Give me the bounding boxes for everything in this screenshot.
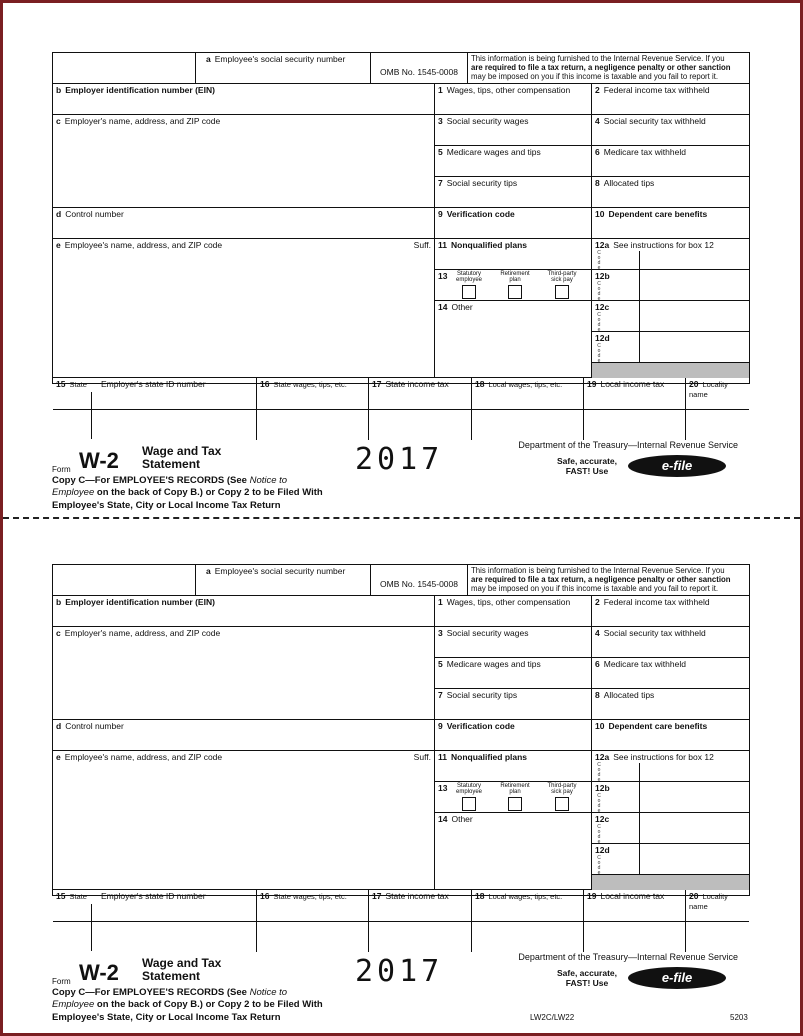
box-3-ss-wages[interactable]: 3 Social security wages: [435, 115, 592, 146]
box-b-ein[interactable]: b Employer identification number (EIN): [53, 84, 435, 115]
form-statement-title: Wage and Tax Statement: [142, 956, 222, 984]
box-12c[interactable]: 12c C o d e: [592, 301, 749, 332]
code-label: C o d e: [597, 281, 601, 301]
box-15-state[interactable]: 15 State Employer's state ID number: [53, 378, 257, 410]
box-9-verification-code[interactable]: 9 Verification code: [435, 720, 592, 751]
box-4-ss-tax[interactable]: 4 Social security tax withheld: [592, 115, 749, 146]
shaded-area: [592, 363, 749, 378]
state-row-2-col-17[interactable]: [369, 410, 472, 440]
box-16-state-wages[interactable]: 16 State wages, tips, etc.: [257, 890, 369, 922]
retirement-plan-checkbox[interactable]: [508, 797, 522, 811]
box-19-local-income-tax[interactable]: 19 Local income tax: [584, 890, 686, 922]
box-12b[interactable]: 12b C o d e: [592, 782, 749, 813]
box-a-employee-ssn[interactable]: a Employee's social security number: [196, 53, 371, 84]
box-18-local-wages[interactable]: 18 Local wages, tips, etc.: [472, 378, 584, 410]
retirement-plan-checkbox[interactable]: [508, 285, 522, 299]
copy-c-instructions: Copy C—For EMPLOYEE'S RECORDS (See Notice to Employee on the back of Copy B.) or Copy 2 to be Filed With Employee's State, City or Local Income Tax Return: [52, 475, 323, 511]
box-2-federal-tax[interactable]: 2 Federal income tax withheld: [592, 596, 749, 627]
omb-number: OMB No. 1545-0008: [371, 53, 468, 84]
form-w2-title: W-2: [79, 448, 119, 473]
suffix-label: Suff.: [413, 240, 431, 250]
code-label: C o d e: [597, 855, 601, 875]
box-8-allocated-tips[interactable]: 8 Allocated tips: [592, 177, 749, 208]
box-12-divider: [639, 763, 640, 875]
box-11-nonqualified-plans[interactable]: 11 Nonqualified plans: [435, 751, 592, 782]
blank-cell: [53, 565, 196, 596]
form-footer-copy-1: Form W-2 Wage and Tax Statement 2017 Department of the Treasury—Internal Revenue Service Safe, accurate, FAST! Use e-file Copy C—For EMPLOYEE'S RECORDS (See Notice to Employee on the back of Copy B.) or Copy 2 to be Filed With Employee's State, City or Local Income Tax Return: [52, 440, 738, 511]
box-7-ss-tips[interactable]: 7 Social security tips: [435, 177, 592, 208]
box-15-state[interactable]: 15 State Employer's state ID number: [53, 890, 257, 922]
code-label: C o d e: [597, 250, 601, 270]
box-14-other[interactable]: 14 Other: [435, 301, 592, 378]
safe-accurate-text: Safe, accurate, FAST! Use: [557, 968, 618, 988]
box-5-medicare-wages[interactable]: 5 Medicare wages and tips: [435, 658, 592, 689]
copy-c-instructions: Copy C—For EMPLOYEE'S RECORDS (See Notice to Employee on the back of Copy B.) or Copy 2 to be Filed With Employee's State, City or Local Income Tax Return: [52, 987, 323, 1023]
box-17-state-income-tax[interactable]: 17 State income tax: [369, 378, 472, 410]
irs-notice: This information is being furnished to the Internal Revenue Service. If you are required to file a tax return, a negligence penalty or other sanction may be imposed on you if this income is taxable and you fail to report it.: [468, 565, 749, 596]
page-number: 5203: [730, 1013, 748, 1022]
box-19-local-income-tax[interactable]: 19 Local income tax: [584, 378, 686, 410]
box-18-local-wages[interactable]: 18 Local wages, tips, etc.: [472, 890, 584, 922]
box-c-employer-name-address[interactable]: c Employer's name, address, and ZIP code: [53, 627, 435, 720]
state-row-2-col-19[interactable]: [584, 410, 686, 440]
box-c-employer-name-address[interactable]: c Employer's name, address, and ZIP code: [53, 115, 435, 208]
box-12c[interactable]: 12c C o d e: [592, 813, 749, 844]
treasury-department: Department of the Treasury—Internal Revenue Service: [518, 952, 738, 962]
tax-year: 2017: [355, 442, 444, 477]
box-6-medicare-tax[interactable]: 6 Medicare tax withheld: [592, 146, 749, 177]
box-8-allocated-tips[interactable]: 8 Allocated tips: [592, 689, 749, 720]
box-12a[interactable]: 12a See instructions for box 12 C o d e: [592, 239, 749, 270]
box-17-state-income-tax[interactable]: 17 State income tax: [369, 890, 472, 922]
box-e-employee-name-address[interactable]: e Employee's name, address, and ZIP code Suff.: [53, 239, 435, 378]
box-1-wages[interactable]: 1 Wages, tips, other compensation: [435, 84, 592, 115]
box-16-state-wages[interactable]: 16 State wages, tips, etc.: [257, 378, 369, 410]
state-row-2-col-20[interactable]: [686, 922, 749, 952]
perforation-line: [3, 517, 800, 519]
state-row-2-col-20[interactable]: [686, 410, 749, 440]
code-label: C o d e: [597, 312, 601, 332]
box-13-checkboxes: 13 Statutory employee Retirement plan Third-party sick pay: [435, 270, 592, 301]
omb-number: OMB No. 1545-0008: [371, 565, 468, 596]
box-12a[interactable]: 12a See instructions for box 12 C o d e: [592, 751, 749, 782]
box-12d[interactable]: 12d C o d e: [592, 332, 749, 363]
box-d-control-number[interactable]: d Control number: [53, 720, 435, 751]
box-12d[interactable]: 12d C o d e: [592, 844, 749, 875]
form-w2-title: W-2: [79, 960, 119, 985]
box-b-ein[interactable]: b Employer identification number (EIN): [53, 596, 435, 627]
box-12-divider: [639, 251, 640, 363]
state-row-2-col-16[interactable]: [257, 922, 369, 952]
third-party-sick-pay-checkbox[interactable]: [555, 797, 569, 811]
box-2-federal-tax[interactable]: 2 Federal income tax withheld: [592, 84, 749, 115]
statutory-employee-checkbox[interactable]: [462, 285, 476, 299]
third-party-sick-pay-checkbox[interactable]: [555, 285, 569, 299]
treasury-department: Department of the Treasury—Internal Revenue Service: [518, 440, 738, 450]
box-10-dependent-care[interactable]: 10 Dependent care benefits: [592, 720, 749, 751]
box-e-employee-name-address[interactable]: e Employee's name, address, and ZIP code Suff.: [53, 751, 435, 890]
box-12b[interactable]: 12b C o d e: [592, 270, 749, 301]
w2-form-copy-2: [52, 564, 750, 911]
form-footer-copy-2: Form W-2 Wage and Tax Statement 2017 Department of the Treasury—Internal Revenue Service Safe, accurate, FAST! Use e-file Copy C—For EMPLOYEE'S RECORDS (See Notice to Employee on the back of Copy B.) or Copy 2 to be Filed With Employee's State, City or Local Income Tax Return: [52, 952, 738, 1023]
state-row-2-col-15[interactable]: [53, 410, 257, 440]
box-d-control-number[interactable]: d Control number: [53, 208, 435, 239]
box-5-medicare-wages[interactable]: 5 Medicare wages and tips: [435, 146, 592, 177]
blank-cell: [53, 53, 196, 84]
state-row-2-col-15[interactable]: [53, 922, 257, 952]
box-3-ss-wages[interactable]: 3 Social security wages: [435, 627, 592, 658]
tax-year: 2017: [355, 954, 444, 989]
state-row-2-col-17[interactable]: [369, 922, 472, 952]
code-label: C o d e: [597, 762, 601, 782]
box-13-checkboxes: 13 Statutory employee Retirement plan Third-party sick pay: [435, 782, 592, 813]
box-1-wages[interactable]: 1 Wages, tips, other compensation: [435, 596, 592, 627]
statutory-employee-checkbox[interactable]: [462, 797, 476, 811]
box-7-ss-tips[interactable]: 7 Social security tips: [435, 689, 592, 720]
state-row-2-col-18[interactable]: [472, 410, 584, 440]
box-10-dependent-care[interactable]: 10 Dependent care benefits: [592, 208, 749, 239]
state-row-2-col-19[interactable]: [584, 922, 686, 952]
suffix-label: Suff.: [413, 752, 431, 762]
code-label: C o d e: [597, 793, 601, 813]
box-4-ss-tax[interactable]: 4 Social security tax withheld: [592, 627, 749, 658]
state-row-2-col-18[interactable]: [472, 922, 584, 952]
box-a-employee-ssn[interactable]: a Employee's social security number: [196, 565, 371, 596]
code-label: C o d e: [597, 343, 601, 363]
box-9-verification-code[interactable]: 9 Verification code: [435, 208, 592, 239]
box-11-nonqualified-plans[interactable]: 11 Nonqualified plans: [435, 239, 592, 270]
form-code: LW2C/LW22: [530, 1013, 575, 1022]
box-20-locality-name[interactable]: 20 Locality name: [686, 378, 749, 410]
w2-form-copy-1: [52, 52, 750, 399]
box-20-locality-name[interactable]: 20 Locality name: [686, 890, 749, 922]
safe-accurate-text: Safe, accurate, FAST! Use: [557, 456, 618, 476]
efile-logo: e-file: [628, 967, 726, 989]
shaded-area: [592, 875, 749, 890]
code-label: C o d e: [597, 824, 601, 844]
irs-notice: This information is being furnished to the Internal Revenue Service. If you are required to file a tax return, a negligence penalty or other sanction may be imposed on you if this income is taxable and you fail to report it.: [468, 53, 749, 84]
box-6-medicare-tax[interactable]: 6 Medicare tax withheld: [592, 658, 749, 689]
state-row-2-col-16[interactable]: [257, 410, 369, 440]
form-statement-title: Wage and Tax Statement: [142, 444, 222, 472]
box-14-other[interactable]: 14 Other: [435, 813, 592, 890]
efile-logo: e-file: [628, 455, 726, 477]
